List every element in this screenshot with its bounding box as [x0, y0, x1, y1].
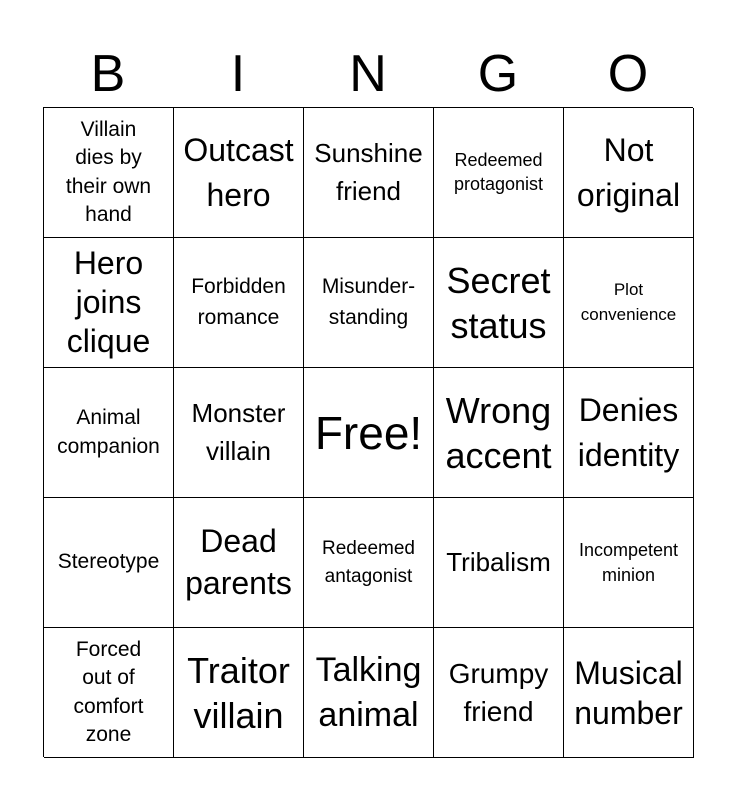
- header-letter-i: I: [230, 45, 246, 103]
- bingo-header: [43, 40, 693, 108]
- cell-label: Grumpy friend: [448, 657, 549, 727]
- cell-label: Forced out of comfort zone: [73, 637, 144, 746]
- cell-label: Secret status: [446, 259, 551, 346]
- free-space-label: Free!: [314, 406, 423, 459]
- cell-label: Animal companion: [57, 406, 160, 458]
- bingo-cell[interactable]: [44, 368, 174, 498]
- bingo-cell[interactable]: [434, 368, 564, 498]
- bingo-cell[interactable]: [304, 238, 434, 368]
- bingo-cell[interactable]: [304, 628, 434, 758]
- cell-label: Talking animal: [315, 651, 422, 734]
- header-letter-b: B: [90, 45, 126, 103]
- cell-label: Sunshine friend: [314, 137, 423, 206]
- cell-label: Dead parents: [185, 522, 292, 601]
- cell-label: Incompetent minion: [578, 540, 679, 585]
- bingo-cell[interactable]: [564, 498, 694, 628]
- bingo-cell[interactable]: [564, 238, 694, 368]
- cell-label: Hero joins clique: [66, 244, 151, 360]
- bingo-cell[interactable]: [304, 108, 434, 238]
- cell-label: Tribalism: [446, 546, 551, 577]
- cell-label: Wrong accent: [445, 389, 552, 476]
- bingo-cell[interactable]: [564, 628, 694, 758]
- cell-label: Redeemed protagonist: [453, 150, 544, 194]
- cell-label: Misunder- standing: [321, 275, 416, 329]
- bingo-cell[interactable]: [174, 498, 304, 628]
- bingo-cell[interactable]: [174, 238, 304, 368]
- bingo-cell[interactable]: [434, 108, 564, 238]
- bingo-cell[interactable]: [564, 108, 694, 238]
- cell-label: Monster villain: [191, 397, 286, 466]
- bingo-cell[interactable]: [44, 628, 174, 758]
- bingo-cell[interactable]: [44, 108, 174, 238]
- bingo-cell[interactable]: [434, 498, 564, 628]
- cell-label: Outcast hero: [183, 131, 294, 213]
- bingo-cell[interactable]: [304, 498, 434, 628]
- header-letter-o: O: [607, 45, 649, 103]
- cell-label: Denies identity: [577, 391, 680, 473]
- cell-label: Villain dies by their own hand: [65, 117, 152, 226]
- free-space[interactable]: [304, 368, 434, 498]
- cell-label: Forbidden romance: [191, 275, 286, 329]
- header-letter-n: N: [349, 45, 387, 103]
- bingo-cell[interactable]: [434, 238, 564, 368]
- bingo-cell[interactable]: [174, 628, 304, 758]
- cell-label: Redeemed antagonist: [322, 537, 415, 587]
- bingo-board: [43, 107, 693, 757]
- header-letter-g: G: [477, 45, 519, 103]
- cell-label: Not original: [576, 131, 681, 213]
- cell-label: Traitor villain: [187, 649, 290, 736]
- bingo-cell[interactable]: [174, 108, 304, 238]
- cell-label: Musical number: [574, 654, 683, 731]
- bingo-cell[interactable]: [44, 498, 174, 628]
- bingo-cell[interactable]: [434, 628, 564, 758]
- bingo-cell[interactable]: [174, 368, 304, 498]
- bingo-cell[interactable]: [564, 368, 694, 498]
- cell-label: Stereotype: [57, 550, 160, 574]
- bingo-cell[interactable]: [44, 238, 174, 368]
- cell-label: Plot convenience: [580, 279, 677, 324]
